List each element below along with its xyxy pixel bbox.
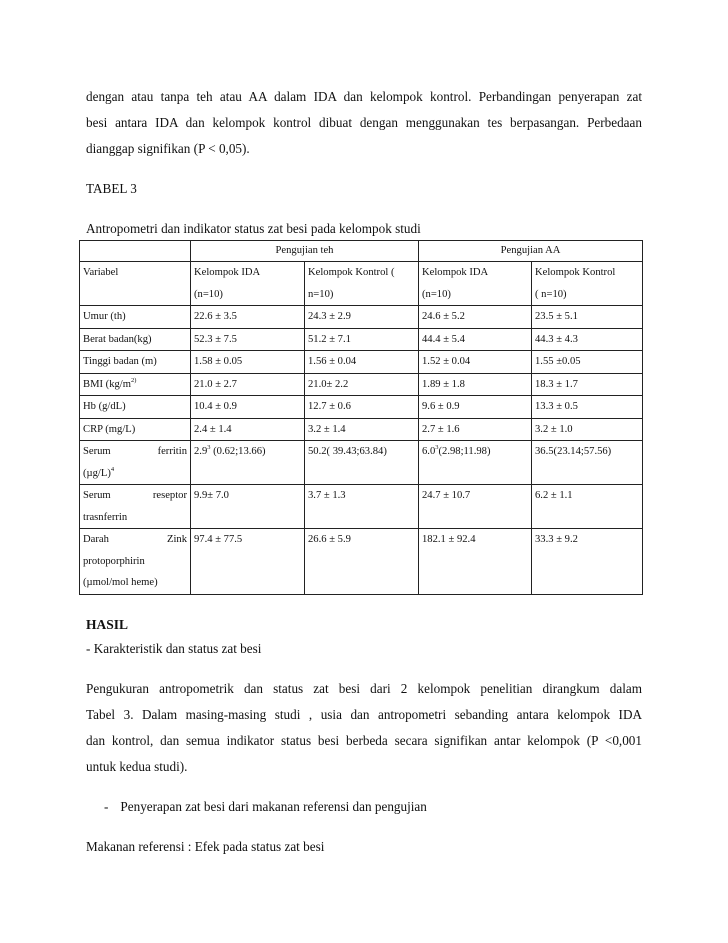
header-aa-control-n: ( n=10) xyxy=(535,288,567,300)
header-aa-ida-n: (n=10) xyxy=(422,288,451,300)
cell-value: 44.3 ± 4.3 xyxy=(532,328,643,351)
cell-variable: Berat badan(kg) xyxy=(80,328,191,351)
table-row xyxy=(80,418,643,441)
header-tea-group: Pengujian teh xyxy=(191,241,419,262)
table-label: TABEL 3 xyxy=(86,181,137,196)
header-aa-ida xyxy=(419,262,532,306)
cell-value: 1.89 ± 1.8 xyxy=(419,373,532,396)
cell-value: 18.3 ± 1.7 xyxy=(532,373,643,396)
cell-value: 26.6 ± 5.9 xyxy=(305,529,419,595)
cell-value: 3.2 ± 1.0 xyxy=(532,418,643,441)
header-empty xyxy=(80,241,191,262)
subsection-title: - Karakteristik dan status zat besi xyxy=(86,641,262,656)
table-row xyxy=(80,441,643,485)
header-aa-control-label: Kelompok Kontrol xyxy=(535,267,616,278)
results-line-3: dan kontrol, dan semua indikator status besi berbeda secara signifikan antar kelompok (P <0,001 xyxy=(86,733,642,748)
cell-variable-word: reseptor xyxy=(152,490,187,501)
cell-variable-line xyxy=(83,463,187,485)
table-row xyxy=(80,351,643,374)
cell-value: 2.7 ± 1.6 xyxy=(419,418,532,441)
cell-value xyxy=(191,441,305,485)
data-table xyxy=(79,240,643,595)
cell-value: 22.6 ± 3.5 xyxy=(191,306,305,329)
cell-variable xyxy=(80,485,191,529)
subsection-title: Makanan referensi : Efek pada status zat besi xyxy=(86,839,325,854)
cell-variable xyxy=(80,529,191,595)
cell-value: 9.6 ± 0.9 xyxy=(419,396,532,419)
cell-variable-line xyxy=(83,441,187,463)
cell-variable-text: BMI (kg/m xyxy=(83,378,131,390)
cell-value: 24.6 ± 5.2 xyxy=(419,306,532,329)
bullet-dash: - xyxy=(104,799,109,814)
cell-value: 33.3 ± 9.2 xyxy=(532,529,643,595)
cell-value: 1.56 ± 0.04 xyxy=(305,351,419,374)
cell-variable-superscript: 2) xyxy=(130,376,137,384)
header-variable: Variabel xyxy=(80,262,191,306)
table-row xyxy=(80,529,643,595)
cell-value-range: (2.98;11.98) xyxy=(438,446,491,457)
cell-value: 182.1 ± 92.4 xyxy=(419,529,532,595)
cell-value: 3.7 ± 1.3 xyxy=(305,485,419,529)
cell-variable: Umur (th) xyxy=(80,306,191,329)
intro-line-2: besi antara IDA dan kelompok kontrol dibuat dengan menggunakan tes berpasangan. Perbedaan xyxy=(86,115,642,130)
page-body xyxy=(86,84,642,242)
cell-value: 10.4 ± 0.9 xyxy=(191,396,305,419)
results-section xyxy=(86,612,642,860)
cell-value xyxy=(419,441,532,485)
table-row xyxy=(80,396,643,419)
bullet-text: Penyerapan zat besi dari makanan referensi dan pengujian xyxy=(120,799,427,814)
table-row xyxy=(80,373,643,396)
results-line-4: untuk kedua studi). xyxy=(86,759,188,774)
cell-value-main: 2.9 xyxy=(194,446,208,457)
cell-variable-word: Serum xyxy=(83,446,111,457)
cell-value: 97.4 ± 77.5 xyxy=(191,529,305,595)
table-title: Antropometri dan indikator status zat besi pada kelompok studi xyxy=(86,221,421,236)
cell-value: 23.5 ± 5.1 xyxy=(532,306,643,329)
cell-variable-word: ferritin xyxy=(157,446,187,457)
cell-value: 6.2 ± 1.1 xyxy=(532,485,643,529)
header-tea-control xyxy=(305,262,419,306)
cell-value-main: 6.0 xyxy=(422,446,436,457)
header-tea-control-n: n=10) xyxy=(308,288,334,300)
cell-value-superscript: 3 xyxy=(207,444,211,451)
header-tea-ida xyxy=(191,262,305,306)
cell-value: 24.7 ± 10.7 xyxy=(419,485,532,529)
cell-value: 51.2 ± 7.1 xyxy=(305,328,419,351)
cell-variable-line: (µmol/mol heme) xyxy=(83,577,158,588)
cell-variable: Hb (g/dL) xyxy=(80,396,191,419)
cell-variable-word: Zink xyxy=(166,534,187,545)
cell-value: 1.52 ± 0.04 xyxy=(419,351,532,374)
results-line-2: Tabel 3. Dalam masing-masing studi , usia dan antropometri sebanding antara kelompok IDA xyxy=(86,707,642,722)
header-aa-control xyxy=(532,262,643,306)
intro-line-1: dengan atau tanpa teh atau AA dalam IDA dan kelompok kontrol. Perbandingan penyerapan zat xyxy=(86,89,642,104)
cell-variable xyxy=(80,373,191,396)
cell-value: 21.0 ± 2.7 xyxy=(191,373,305,396)
header-tea-ida-n: (n=10) xyxy=(194,288,223,300)
table-row xyxy=(80,328,643,351)
cell-value: 52.3 ± 7.5 xyxy=(191,328,305,351)
cell-value: 36.5(23.14;57.56) xyxy=(532,441,643,485)
header-aa-ida-label: Kelompok IDA xyxy=(422,267,489,278)
header-tea-ida-label: Kelompok IDA xyxy=(194,267,261,278)
cell-variable-word: Darah xyxy=(83,534,109,545)
cell-value: 3.2 ± 1.4 xyxy=(305,418,419,441)
results-line-1: Pengukuran antropometrik dan status zat besi dari 2 kelompok penelitian dirangkum dalam xyxy=(86,681,642,696)
cell-value: 13.3 ± 0.5 xyxy=(532,396,643,419)
cell-variable: CRP (mg/L) xyxy=(80,418,191,441)
table-group-header xyxy=(80,241,643,262)
section-heading: HASIL xyxy=(86,617,129,632)
table-column-header xyxy=(80,262,643,306)
cell-value-range: (0.62;13.66) xyxy=(210,446,266,457)
header-tea-control-label: Kelompok Kontrol ( xyxy=(308,267,395,278)
header-aa-group: Pengujian AA xyxy=(419,241,643,262)
table-row xyxy=(80,306,643,329)
cell-value-superscript: 3 xyxy=(435,444,439,451)
cell-variable xyxy=(80,441,191,485)
cell-variable-line xyxy=(83,485,187,507)
cell-value: 9.9± 7.0 xyxy=(191,485,305,529)
list-item xyxy=(86,794,642,820)
cell-value: 12.7 ± 0.6 xyxy=(305,396,419,419)
cell-variable-word: Serum xyxy=(83,490,111,501)
cell-value: 2.4 ± 1.4 xyxy=(191,418,305,441)
cell-value: 50.2( 39.43;63.84) xyxy=(305,441,419,485)
cell-variable: Tinggi badan (m) xyxy=(80,351,191,374)
cell-value: 1.55 ±0.05 xyxy=(532,351,643,374)
cell-variable-line: trasnferrin xyxy=(83,511,128,523)
cell-value: 24.3 ± 2.9 xyxy=(305,306,419,329)
cell-value: 44.4 ± 5.4 xyxy=(419,328,532,351)
cell-value: 1.58 ± 0.05 xyxy=(191,351,305,374)
cell-value: 21.0± 2.2 xyxy=(305,373,419,396)
table-row xyxy=(80,485,643,529)
intro-line-3: dianggap signifikan (P < 0,05). xyxy=(86,141,250,156)
cell-variable-line xyxy=(83,529,187,551)
cell-variable-line: protoporphirin xyxy=(83,555,145,567)
cell-variable-superscript: 4 xyxy=(110,465,115,473)
cell-variable-unit: (µg/L) xyxy=(83,467,111,479)
